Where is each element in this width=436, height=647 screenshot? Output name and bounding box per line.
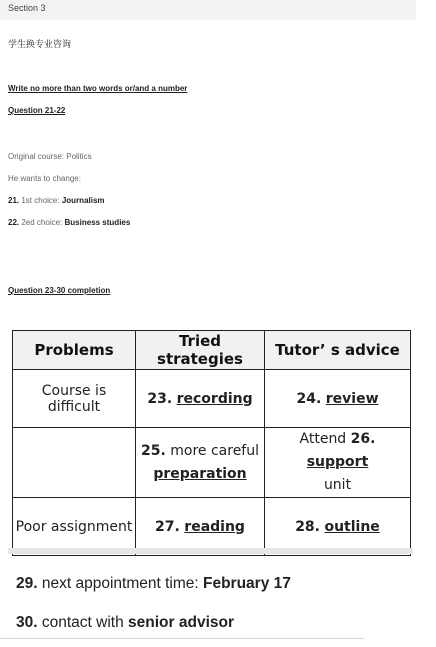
table-row [13,370,411,428]
item-29 [16,575,291,593]
row1-advice-answer: review [325,390,379,407]
header-problems: Problems [13,331,136,370]
item-21 [8,196,105,205]
item-22-value: Business studies [64,218,131,227]
table-row [13,498,411,556]
item-29-value: February 17 [203,575,291,592]
header-tutor-advice: Tutor’ s advice [265,331,411,370]
item-22 [8,218,130,227]
original-course: Original course: Politics [8,152,92,161]
page-title: 学生换专业咨询 [8,39,72,49]
section-label: Section 3 [8,3,46,13]
header-tried-strategies: Tried strategies [136,331,265,370]
item-30-text: contact with [41,614,124,631]
advice-table [12,330,411,556]
row1-advice-number: 24. [296,390,322,407]
row2-advice-prefix: Attend [299,431,347,447]
row3-problem: Poor assignment [13,498,136,556]
row2-advice [265,428,411,498]
row2-strategy [136,428,265,498]
row2-problem [13,428,136,498]
top-bar [0,0,416,20]
item-21-value: Journalism [61,196,105,205]
item-29-number: 29. [16,575,38,592]
question-21-22-heading: Question 21-22 [8,106,66,115]
row3-strategy-answer: reading [184,518,245,535]
row3-strategy-number: 27. [155,518,180,535]
wants-change: He wants to change: [8,174,81,183]
table-header-row [13,331,411,370]
row2-strategy-text: more careful [170,442,259,459]
item-30-number: 30. [16,614,38,631]
item-22-number: 22. [8,218,20,227]
row1-strategy-number: 23. [147,390,173,407]
row3-advice-answer: outline [324,518,380,535]
item-21-number: 21. [8,196,20,205]
row2-advice-suffix: unit [323,477,352,493]
item-30-value: senior advisor [128,614,235,631]
row3-strategy [136,498,265,556]
table-row [13,428,411,498]
row1-advice [265,370,411,428]
row3-advice-number: 28. [295,518,320,535]
row2-strategy-number: 25. [140,442,166,459]
row2-strategy-answer: preparation [153,465,247,482]
instruction-rule: Write no more than two words or/and a number [8,84,188,93]
row1-strategy [136,370,265,428]
question-23-30-heading: Question 23-30 completion [8,286,111,295]
item-29-text: next appointment time: [41,575,199,592]
row2-advice-answer: support [306,454,369,470]
table-shadow [8,548,413,554]
row2-advice-number: 26. [350,431,376,447]
bottom-divider [0,638,364,639]
row1-problem: Course is difficult [13,370,136,428]
item-22-label: 2ed choice: [21,218,63,227]
row3-advice [265,498,411,556]
item-30 [16,614,234,632]
item-21-label: 1st choice: [21,196,60,205]
row1-strategy-answer: recording [176,390,253,407]
